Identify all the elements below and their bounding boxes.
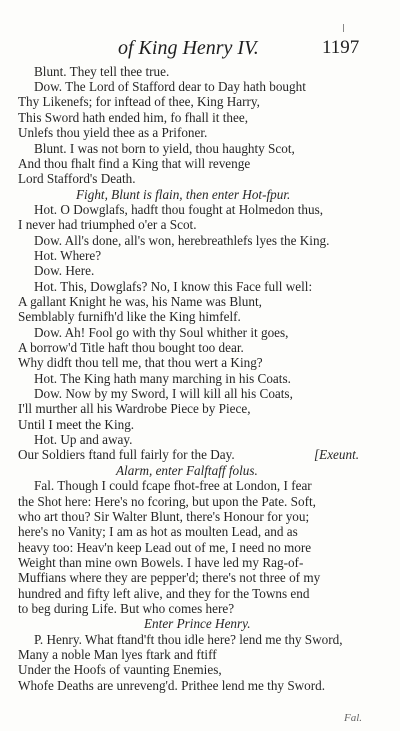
text-line: Semblably furnifh'd like the King himfelf. [18,309,241,324]
running-title: of King Henry IV. [118,37,259,59]
text-line: Dow. All's done, all's won, herebreathlefs lyes the King. [34,233,330,248]
text-line: hundred and fifty left alive, and they for the Towns end [18,586,310,601]
text-line: Fal. Though I could fcape fhot-free at London, I fear [34,478,312,493]
text-line: the Shot here: Here's no fcoring, but upon the Pate. Soft, [18,494,316,509]
stage-direction: Alarm, enter Falftaff folus. [116,463,258,478]
text-line: Why didft thou tell me, that thou wert a King? [18,355,263,370]
page-number: 1197 [322,37,360,58]
text-line: Hot. The King hath many marching in his Coats. [34,371,291,386]
text-line: Hot. Up and away. [34,432,133,447]
text-line: I never had triumphed o'er a Scot. [18,217,197,232]
stage-direction-exeunt: [Exeunt. [314,447,360,462]
text-line: Muffians where they are pepper'd; there's not three of my [18,570,321,585]
text-line: Dow. Now by my Sword, I will kill all his Coats, [34,386,293,401]
text-line: heavy too: Heav'n keep Lead out of me, I need no more [18,540,312,555]
catchword: Fal. [344,712,363,724]
text-line: Whofe Deaths are unreveng'd. Prithee lend me thy Sword. [18,678,326,693]
text-line: This Sword hath ended him, fo fhall it thee, [18,110,249,125]
text-line: Blunt. I was not born to yield, thou haughty Scot, [34,141,295,156]
text-line: Under the Hoofs of vaunting Enemies, [18,662,222,677]
text-line: Hot. O Dowglafs, hadft thou fought at Holmedon thus, [34,202,323,217]
text-line: Lord Stafford's Death. [18,171,136,186]
text-line: A gallant Knight he was, his Name was Blunt, [18,294,262,309]
text-line: here's no Vanity; I am as hot as moulten Lead, and as [18,524,298,539]
text-line: I'll murther all his Wardrobe Piece by Piece, [18,401,251,416]
text-line: A borrow'd Title haft thou bought too dear. [18,340,244,355]
text-line: Many a noble Man lyes ftark and ftiff [18,647,217,662]
text-line: Hot. Where? [34,248,102,263]
text-line: Blunt. They tell thee true. [34,64,170,79]
text-line: Dow. Here. [34,263,95,278]
stage-direction: Fight, Blunt is flain, then enter Hot-fpur. [76,187,291,202]
text-line: Dow. The Lord of Stafford dear to Day hath bought [34,79,306,94]
text-line: Our Soldiers ftand full fairly for the Day. [18,447,235,462]
text-line: Unlefs thou yield thee as a Prifoner. [18,125,208,140]
text-line: Dow. Ah! Fool go with thy Soul whither it goes, [34,325,289,340]
text-line: Thy Likenefs; for inftead of thee, King Harry, [18,94,260,109]
text-line: P. Henry. What ftand'ft thou idle here? lend me thy Sword, [34,632,343,647]
text-line: Until I meet the King. [18,417,135,432]
text-line: Hot. This, Dowglafs? No, I know this Face full well: [34,279,313,294]
text-line: to beg during Life. But who comes here? [18,601,235,616]
stage-direction: Enter Prince Henry. [144,616,251,631]
text-line: Weight than mine own Bowels. I have led my Rag-of- [18,555,304,570]
text-line: And thou fhalt find a King that will revenge [18,156,251,171]
text-line: who art thou? Sir Walter Blunt, there's Honour for you; [18,509,310,524]
